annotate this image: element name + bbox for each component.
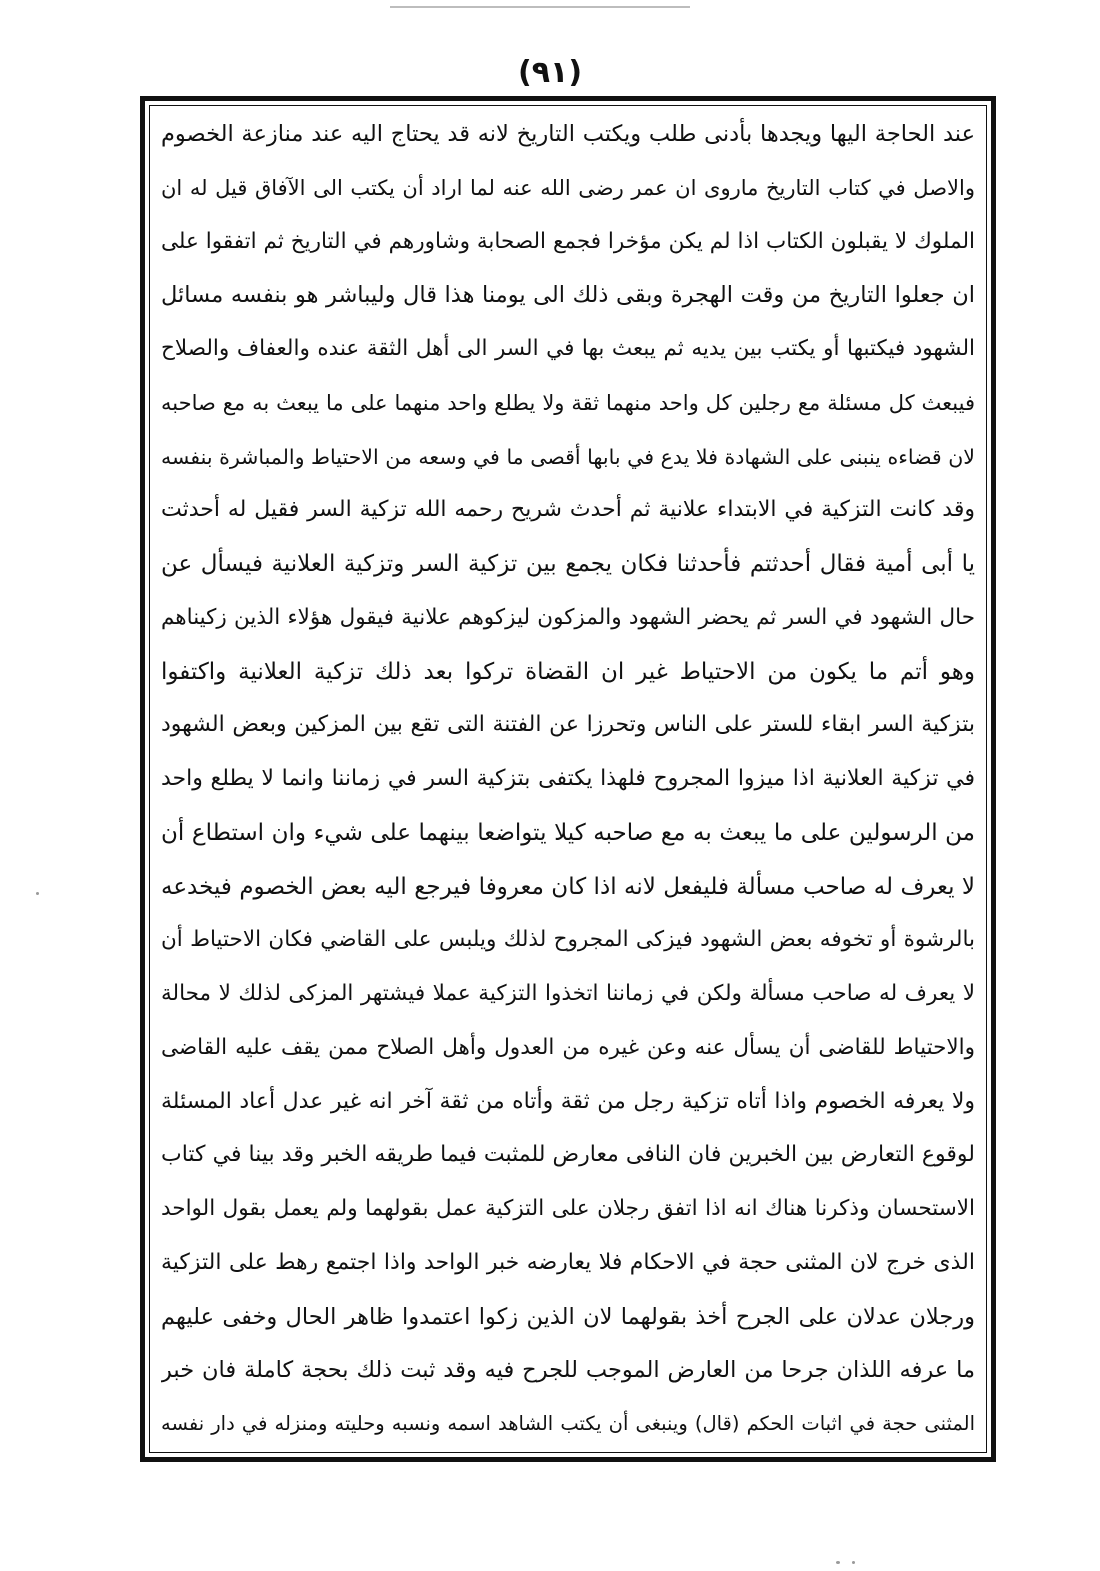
page-frame: [140, 96, 996, 1462]
text-line: من الرسولين على ما يبعث به مع صاحبه كيلا يتواضعا بينهما على شيء وان استطاع أن: [161, 819, 975, 846]
text-line: الملوك لا يقبلون الكتاب اذا لم يكن مؤخرا فجمع الصحابة وشاورهم في التاريخ ثم اتفقوا على: [161, 228, 975, 254]
text-line: ولا يعرفه الخصوم واذا أتاه تزكية رجل من ثقة وأتاه من ثقة آخر انه غير عدل أعاد المسئلة: [161, 1088, 975, 1114]
text-line: المثنى حجة في اثبات الحكم (قال) وينبغى أن يكتب الشاهد اسمه ونسبه وحليته ومنزله في دار نفسه: [161, 1412, 975, 1435]
text-line: الاستحسان وذكرنا هناك انه اذا اتفق رجلان على التزكية عمل بقولهما ولم يعمل بقول الواحد: [161, 1196, 975, 1221]
text-line: لا يعرف له صاحب مسألة فليفعل لانه اذا كان معروفا فيرجع اليه بعض الخصوم فيخدعه: [161, 873, 975, 900]
text-line: فيبعث كل مسئلة مع رجلين كل واحد منهما ثقة ولا يطلع واحد منهما على ما يبعث به مع صاحبه: [161, 390, 975, 415]
text-line: في تزكية العلانية اذا ميزوا المجروح فلهذا يكتفى بتزكية السر في زماننا وانما لا يطلع واحد: [161, 766, 975, 791]
text-line: عند الحاجة اليها ويجدها بأدنى طلب ويكتب التاريخ لانه قد يحتاج اليه عند منازعة الخصوم: [161, 121, 975, 147]
text-line: ان جعلوا التاريخ من وقت الهجرة وبقى ذلك الى يومنا هذا قال وليباشر هو بنفسه مسائل: [161, 282, 975, 309]
scan-speck: [852, 1561, 855, 1564]
text-line: لوقوع التعارض بين الخبرين فان النافى معارض للمثبت فيما طريقه الخبر وقد بينا في كتاب: [161, 1142, 975, 1168]
scan-speck: [36, 892, 39, 895]
text-line: حال الشهود في السر ثم يحضر الشهود والمزكون ليزكوهم علانية فيقول هؤلاء الذين زكيناهم: [161, 604, 975, 630]
top-scan-rule: [390, 6, 690, 8]
text-line: والاحتياط للقاضى أن يسأل عنه وعن غيره من العدول وأهل الصلاح ممن يقف عليه القاضى: [161, 1034, 975, 1060]
text-line: لا يعرف له صاحب مسألة ولكن في زماننا اتخذوا التزكية عملا فيشتهر المزكى لذلك لا محالة: [161, 981, 975, 1006]
scan-speck: [836, 1561, 840, 1564]
body-text: [161, 111, 975, 1447]
text-line: وقد كانت التزكية في الابتداء علانية ثم أحدث شريح رحمه الله تزكية السر فقيل له أحدثت: [161, 497, 975, 523]
text-line: ما عرفه اللذان جرحا من العارض الموجب للجرح فيه وقد ثبت ذلك بحجة كاملة فان خبر: [161, 1357, 975, 1384]
text-line: الشهود فيكتبها أو يكتب بين يديه ثم يبعث بها في السر الى أهل الثقة عنده والعفاف والصلاح: [161, 336, 975, 361]
text-line: بتزكية السر ابقاء للستر على الناس وتحرزا عن الفتنة التى تقع بين المزكين وبعض الشهود: [161, 712, 975, 738]
text-line: الذى خرج لان المثنى حجة في الاحكام فلا يعارضه خبر الواحد واذا اجتمع رهط على التزكية: [161, 1249, 975, 1275]
text-line: ورجلان عدلان على الجرح أخذ بقولهما لان الذين زكوا اعتمدوا ظاهر الحال وخفى عليهم: [161, 1303, 975, 1330]
text-line: وهو أتم ما يكون من الاحتياط غير ان القضاة تركوا بعد ذلك تزكية العلانية واكتفوا: [161, 658, 975, 685]
text-line: لان قضاءه ينبنى على الشهادة فلا يدع في بابها أقصى ما في وسعه من الاحتياط والمباشرة بنفسه: [161, 444, 975, 469]
page-number: (٩١): [517, 55, 583, 90]
text-line: يا أبى أمية فقال أحدثتم فأحدثنا فكان يجمع بين تزكية السر وتزكية العلانية فيسأل عن: [161, 551, 975, 577]
text-line: بالرشوة أو تخوفه بعض الشهود فيزكى المجروح لذلك ويلبس على القاضي فكان الاحتياط أن: [161, 927, 975, 953]
text-line: والاصل في كتاب التاريخ ماروى ان عمر رضى الله عنه لما اراد أن يكتب الى الآفاق قيل له ان: [161, 175, 975, 200]
